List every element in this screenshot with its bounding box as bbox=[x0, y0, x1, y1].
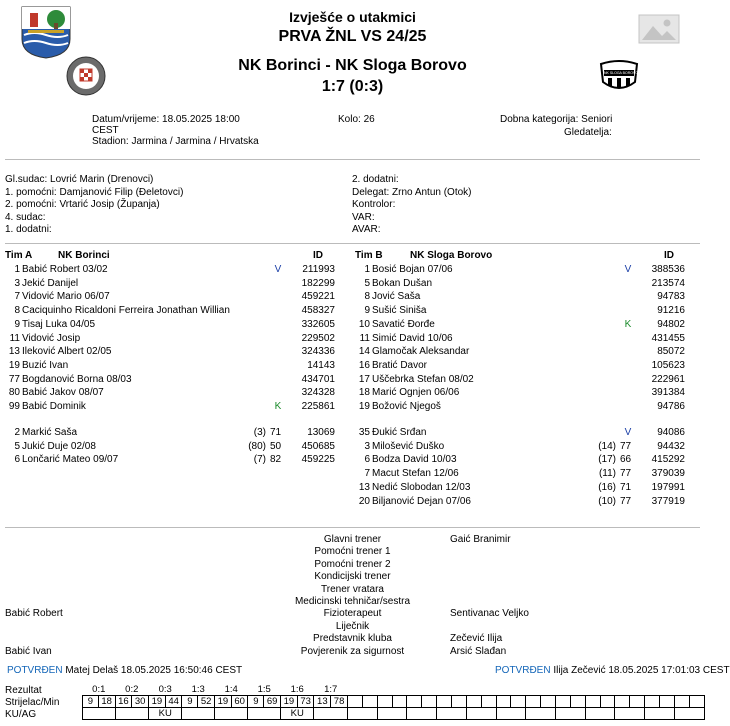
official-line: AVAR: bbox=[352, 224, 381, 236]
player-number: 13 bbox=[8, 346, 20, 358]
goal-scorer-cell bbox=[674, 696, 689, 708]
player-id: 105623 bbox=[651, 359, 685, 371]
goal-result: 0:2 bbox=[115, 684, 148, 696]
player-number: 80 bbox=[8, 387, 20, 399]
player-id: 388536 bbox=[651, 264, 685, 275]
match-score: 1:7 (0:3) bbox=[321, 78, 384, 95]
player-name: Božović Njegoš bbox=[372, 401, 441, 412]
team-a-id-header: ID bbox=[313, 250, 323, 261]
goal-scorer-cell bbox=[659, 696, 674, 708]
ku-cell bbox=[83, 708, 116, 720]
sloga-logo-text: NK SLOGA BOROVO bbox=[604, 71, 639, 75]
goal-scorer-cell bbox=[645, 696, 660, 708]
player-flag: K bbox=[624, 318, 632, 330]
player-number: 1 bbox=[14, 264, 20, 275]
goal-scorer-cell: 78 bbox=[331, 696, 348, 708]
staff-role: Pomoćni trener 1 bbox=[314, 546, 391, 558]
player-id: 459221 bbox=[301, 291, 335, 303]
goal-scorer-cell: 73 bbox=[297, 696, 314, 708]
player-name: Buzić Ivan bbox=[22, 359, 69, 371]
official-line: 1. dodatni: bbox=[5, 224, 52, 236]
player-name: Vidović Mario 06/07 bbox=[22, 291, 110, 303]
round: Kolo: 26 bbox=[338, 114, 375, 125]
goal-result: 1:6 bbox=[281, 684, 314, 696]
official-line: 1. pomoćni: Damjanović Filip (Đeletovci) bbox=[5, 186, 184, 198]
player-row bbox=[350, 386, 695, 399]
goal-result: 1:5 bbox=[248, 684, 281, 696]
team-b-label: Tim B bbox=[355, 250, 383, 261]
staff-role: Liječnik bbox=[335, 620, 370, 632]
player-id: 85072 bbox=[657, 346, 685, 358]
player-row bbox=[0, 453, 345, 466]
player-name: Ileković Albert 02/05 bbox=[22, 346, 112, 358]
association-seal-logo bbox=[66, 56, 106, 96]
goal-scorer-cell bbox=[407, 696, 422, 708]
player-number: 16 bbox=[358, 359, 370, 371]
staff-role: Povjerenik za sigurnost bbox=[300, 645, 405, 657]
player-row bbox=[350, 332, 695, 345]
goal-result: 1:4 bbox=[215, 684, 248, 696]
player-row bbox=[350, 318, 695, 331]
player-number: 20 bbox=[358, 495, 370, 507]
player-id: 431455 bbox=[651, 332, 685, 344]
goal-scorer-cell bbox=[511, 696, 526, 708]
player-name: Babić Robert 03/02 bbox=[22, 264, 108, 275]
report-title: Izvješće o utakmici bbox=[289, 9, 416, 25]
goal-scorer-cell bbox=[362, 696, 377, 708]
player-id: 182299 bbox=[301, 277, 335, 289]
goal-scorer-cell bbox=[630, 696, 645, 708]
ku-cell bbox=[215, 708, 248, 720]
player-id: 377919 bbox=[651, 495, 685, 507]
player-id: 94432 bbox=[657, 440, 685, 452]
player-number: 3 bbox=[14, 277, 20, 289]
player-name: Jukić Duje 02/08 bbox=[22, 440, 96, 452]
age-category: Dobna kategorija: Seniori bbox=[500, 114, 613, 125]
player-number: 5 bbox=[364, 277, 370, 289]
sub-replaced: (7) bbox=[253, 454, 266, 466]
staff-role: Medicinski tehničar/sestra bbox=[294, 596, 411, 607]
county-crest-logo bbox=[20, 5, 72, 59]
player-row bbox=[0, 426, 345, 439]
spectators: Gledatelja: bbox=[564, 127, 612, 138]
player-row bbox=[350, 453, 695, 466]
staff-role: Glavni trener bbox=[323, 534, 382, 545]
player-number: 7 bbox=[364, 468, 370, 480]
sub-minute: 77 bbox=[620, 440, 632, 452]
player-number: 9 bbox=[364, 305, 370, 317]
player-name: Uščebrka Stefan 08/02 bbox=[372, 373, 474, 385]
confirm-right-text: Ilija Zečević 18.05.2025 17:01:03 CEST bbox=[553, 665, 730, 676]
player-number: 19 bbox=[8, 359, 20, 371]
player-id: 332605 bbox=[301, 318, 335, 330]
goal-scorer-cell: 44 bbox=[165, 696, 182, 708]
staff-name-b: Arsić Slađan bbox=[450, 645, 507, 657]
player-row bbox=[0, 359, 345, 372]
goal-scorer-cell: 60 bbox=[231, 696, 248, 708]
player-id: 222961 bbox=[651, 373, 685, 385]
ku-cell bbox=[248, 708, 281, 720]
player-row bbox=[350, 481, 695, 494]
official-line: 2. pomoćni: Vrtarić Josip (Županja) bbox=[5, 199, 160, 211]
goal-scorer-cell bbox=[377, 696, 392, 708]
player-row bbox=[0, 277, 345, 290]
ku-label: KU/AG bbox=[5, 709, 37, 720]
player-row bbox=[0, 386, 345, 399]
goal-result-empty bbox=[526, 684, 556, 696]
goal-result: 1:7 bbox=[314, 684, 347, 696]
goals-table bbox=[82, 684, 705, 720]
player-name: Nedić Slobodan 12/03 bbox=[372, 481, 471, 493]
staff-name-a: Babić Robert bbox=[5, 608, 63, 620]
sub-minute: 50 bbox=[270, 440, 282, 452]
confirm-right bbox=[495, 665, 730, 676]
official-line: Kontrolor: bbox=[352, 199, 396, 211]
staff-role: Predstavnik kluba bbox=[313, 633, 392, 645]
player-number: 13 bbox=[358, 481, 370, 493]
player-row bbox=[0, 440, 345, 453]
player-number: 6 bbox=[364, 454, 370, 466]
player-row bbox=[350, 304, 695, 317]
goal-scorer-cell bbox=[451, 696, 466, 708]
goal-result-empty bbox=[585, 684, 615, 696]
player-row bbox=[350, 426, 695, 439]
player-row bbox=[350, 277, 695, 290]
ku-cell: KU bbox=[149, 708, 182, 720]
ku-cell bbox=[615, 708, 645, 720]
goal-result-empty bbox=[377, 684, 407, 696]
team-b-name: NK Sloga Borovo bbox=[410, 250, 493, 261]
player-number: 17 bbox=[358, 373, 370, 385]
player-id: 391384 bbox=[651, 387, 685, 399]
player-name: Tisaj Luka 04/05 bbox=[22, 318, 96, 330]
player-id: 211993 bbox=[302, 264, 335, 275]
player-number: 11 bbox=[9, 332, 20, 344]
player-name: Savatić Đorđe bbox=[372, 318, 435, 330]
player-name: Vidović Josip bbox=[22, 332, 81, 344]
sub-minute: 77 bbox=[620, 495, 632, 507]
sub-minute: 77 bbox=[620, 468, 632, 480]
ku-cell bbox=[526, 708, 556, 720]
image-placeholder-icon bbox=[638, 14, 680, 44]
player-id: 94786 bbox=[657, 401, 685, 412]
scorer-label: Strijelac/Min bbox=[5, 697, 60, 708]
player-name: Bogdanović Borna 08/03 bbox=[22, 373, 132, 385]
player-id: 324336 bbox=[301, 346, 335, 358]
goal-scorer-cell: 9 bbox=[83, 696, 99, 708]
officials-right bbox=[352, 174, 472, 237]
player-name: Macut Stefan 12/06 bbox=[372, 468, 459, 480]
official-line: Gl.sudac: Lovrić Marin (Drenovci) bbox=[5, 174, 154, 185]
ku-cell bbox=[314, 708, 347, 720]
ku-cell bbox=[645, 708, 675, 720]
player-flag: K bbox=[274, 401, 282, 412]
player-name: Glamočak Aleksandar bbox=[372, 346, 470, 358]
goal-scorer-cell: 19 bbox=[281, 696, 298, 708]
goal-scorer-cell: 18 bbox=[98, 696, 115, 708]
goal-scorer-cell: 69 bbox=[264, 696, 281, 708]
goal-scorer-cell bbox=[615, 696, 630, 708]
confirmed-badge: POTVRĐEN bbox=[495, 665, 551, 676]
player-row bbox=[0, 290, 345, 303]
sub-replaced: (16) bbox=[598, 481, 616, 493]
player-number: 5 bbox=[14, 440, 20, 452]
goal-result-empty bbox=[347, 684, 377, 696]
player-name: Marić Ognjen 06/06 bbox=[372, 387, 460, 399]
player-number: 2 bbox=[14, 427, 20, 438]
goal-scorer-cell bbox=[555, 696, 570, 708]
player-number: 11 bbox=[359, 332, 370, 344]
player-number: 9 bbox=[14, 318, 20, 330]
ku-cell bbox=[407, 708, 437, 720]
player-name: Lončarić Mateo 09/07 bbox=[22, 454, 119, 466]
team-a-label: Tim A bbox=[5, 250, 33, 261]
player-number: 3 bbox=[364, 440, 370, 452]
player-number: 10 bbox=[358, 318, 370, 330]
sub-replaced: (17) bbox=[598, 454, 616, 466]
player-id: 450685 bbox=[301, 440, 335, 452]
player-id: 415292 bbox=[651, 454, 685, 466]
goal-result-empty bbox=[645, 684, 675, 696]
sub-replaced: (14) bbox=[598, 440, 616, 452]
goal-result-empty bbox=[615, 684, 645, 696]
player-id: 197991 bbox=[651, 481, 685, 493]
confirm-left bbox=[7, 665, 242, 676]
goal-scorer-cell: 9 bbox=[182, 696, 198, 708]
player-flag: V bbox=[624, 427, 632, 438]
player-row bbox=[0, 373, 345, 386]
player-row bbox=[0, 345, 345, 358]
sub-minute: 71 bbox=[270, 427, 282, 438]
sub-replaced: (11) bbox=[598, 468, 616, 480]
player-name: Biljanović Dejan 07/06 bbox=[372, 495, 471, 507]
player-flag: V bbox=[624, 264, 632, 275]
player-number: 35 bbox=[358, 427, 370, 438]
player-name: Jović Saša bbox=[372, 291, 421, 303]
goal-scorer-cell bbox=[347, 696, 362, 708]
player-row bbox=[350, 263, 695, 276]
goal-scorer-cell bbox=[585, 696, 600, 708]
goal-result-empty bbox=[407, 684, 437, 696]
staff-name-a: Babić Ivan bbox=[5, 645, 52, 657]
ku-cell bbox=[347, 708, 377, 720]
player-name: Bratić Davor bbox=[372, 359, 428, 371]
staff-name-b: Gaić Branimir bbox=[450, 534, 511, 545]
player-name: Babić Jakov 08/07 bbox=[22, 387, 104, 399]
official-line: 4. sudac: bbox=[5, 211, 46, 223]
player-number: 14 bbox=[358, 346, 370, 358]
player-id: 213574 bbox=[651, 277, 685, 289]
goal-result-empty bbox=[437, 684, 467, 696]
goal-result: 0:3 bbox=[149, 684, 182, 696]
ku-cell bbox=[115, 708, 148, 720]
official-line: 2. dodatni: bbox=[352, 174, 399, 185]
player-name: Bokan Dušan bbox=[372, 277, 433, 289]
player-number: 1 bbox=[364, 264, 370, 275]
goal-scorer-cell bbox=[600, 696, 615, 708]
player-flag: V bbox=[274, 264, 282, 275]
player-row bbox=[350, 440, 695, 453]
staff-role: Pomoćni trener 2 bbox=[314, 558, 391, 570]
player-number: 8 bbox=[14, 305, 20, 317]
player-id: 94086 bbox=[657, 427, 685, 438]
staff-name-b: Sentivanac Veljko bbox=[450, 608, 529, 620]
player-name: Đukić Srđan bbox=[372, 427, 427, 438]
player-row bbox=[0, 263, 345, 276]
goal-scorer-cell bbox=[392, 696, 407, 708]
player-row bbox=[350, 495, 695, 508]
ku-cell: KU bbox=[281, 708, 314, 720]
sub-minute: 82 bbox=[270, 454, 282, 466]
official-line: Delegat: Zrno Antun (Otok) bbox=[352, 186, 472, 198]
player-row bbox=[350, 373, 695, 386]
goal-scorer-cell bbox=[466, 696, 481, 708]
player-id: 434701 bbox=[301, 373, 335, 385]
goal-scorer-cell bbox=[689, 696, 704, 708]
player-name: Simić David 10/06 bbox=[372, 332, 453, 344]
player-name: Babić Dominik bbox=[22, 401, 86, 412]
player-id: 458327 bbox=[301, 305, 335, 317]
player-row bbox=[0, 400, 345, 413]
player-name: Caciquinho Ricaldoni Ferreira Jonathan Willian bbox=[22, 305, 230, 317]
ku-cell bbox=[585, 708, 615, 720]
goal-scorer-cell: 52 bbox=[198, 696, 215, 708]
goal-result-empty bbox=[555, 684, 585, 696]
official-line: VAR: bbox=[352, 211, 375, 223]
goal-scorer-cell bbox=[526, 696, 541, 708]
player-row bbox=[0, 332, 345, 345]
goal-scorer-cell: 9 bbox=[248, 696, 264, 708]
player-number: 77 bbox=[8, 373, 20, 385]
player-id: 459225 bbox=[301, 454, 335, 466]
player-id: 379039 bbox=[651, 468, 685, 480]
goal-scorer-cell: 19 bbox=[215, 696, 232, 708]
competition-title: PRVA ŽNL VS 24/25 bbox=[278, 28, 427, 45]
player-id: 13069 bbox=[307, 427, 335, 438]
ku-cell bbox=[182, 708, 215, 720]
staff-role: Fizioterapeut bbox=[323, 608, 382, 620]
sub-replaced: (10) bbox=[598, 495, 616, 507]
goal-scorer-cell: 30 bbox=[132, 696, 149, 708]
player-id: 94783 bbox=[657, 291, 685, 303]
team-a-name: NK Borinci bbox=[58, 250, 110, 261]
player-name: Milošević Duško bbox=[372, 440, 445, 452]
ku-cell bbox=[555, 708, 585, 720]
player-row bbox=[350, 467, 695, 480]
goal-scorer-cell bbox=[570, 696, 585, 708]
player-name: Markić Saša bbox=[22, 427, 78, 438]
ku-cell bbox=[674, 708, 704, 720]
goal-scorer-cell bbox=[422, 696, 437, 708]
sub-minute: 66 bbox=[620, 454, 632, 466]
datetime-tz: CEST bbox=[92, 125, 119, 136]
player-number: 99 bbox=[8, 401, 20, 412]
player-name: Jekić Danijel bbox=[22, 277, 79, 289]
goal-scorer-cell: 16 bbox=[115, 696, 132, 708]
sub-replaced: (80) bbox=[248, 440, 266, 452]
goal-result-empty bbox=[466, 684, 496, 696]
player-id: 14143 bbox=[307, 359, 335, 371]
player-id: 225861 bbox=[301, 401, 335, 412]
goal-result: 0:1 bbox=[83, 684, 116, 696]
sub-replaced: (3) bbox=[253, 427, 266, 438]
player-name: Sušić Siniša bbox=[372, 305, 427, 317]
stadium: Stadion: Jarmina / Jarmina / Hrvatska bbox=[92, 136, 259, 147]
player-row bbox=[0, 318, 345, 331]
confirm-left-text: Matej Delaš 18.05.2025 16:50:46 CEST bbox=[65, 665, 243, 676]
player-number: 6 bbox=[14, 454, 20, 466]
sub-minute: 71 bbox=[620, 481, 632, 493]
player-row bbox=[350, 290, 695, 303]
player-id: 91216 bbox=[657, 305, 685, 317]
goal-result-empty bbox=[674, 684, 704, 696]
datetime: Datum/vrijeme: 18.05.2025 18:00 bbox=[92, 114, 240, 125]
player-row bbox=[0, 304, 345, 317]
goal-scorer-cell bbox=[481, 696, 496, 708]
player-number: 18 bbox=[358, 387, 370, 399]
staff-role: Kondicijski trener bbox=[314, 571, 391, 583]
player-id: 324328 bbox=[301, 387, 335, 399]
player-id: 229502 bbox=[301, 332, 335, 344]
player-number: 19 bbox=[358, 401, 370, 412]
player-row bbox=[350, 359, 695, 372]
player-number: 8 bbox=[364, 291, 370, 303]
goal-scorer-cell bbox=[437, 696, 452, 708]
goal-scorer-cell bbox=[541, 696, 556, 708]
sloga-borovo-logo bbox=[598, 60, 640, 94]
officials-left bbox=[5, 174, 183, 237]
result-label: Rezultat bbox=[5, 685, 42, 696]
player-row bbox=[350, 400, 695, 413]
team-b-id-header: ID bbox=[664, 250, 674, 261]
player-name: Bodza David 10/03 bbox=[372, 454, 457, 466]
ku-cell bbox=[437, 708, 467, 720]
ku-cell bbox=[496, 708, 526, 720]
confirmed-badge: POTVRĐEN bbox=[7, 665, 63, 676]
goal-result-empty bbox=[496, 684, 526, 696]
goal-scorer-cell: 19 bbox=[149, 696, 166, 708]
match-title: NK Borinci - NK Sloga Borovo bbox=[238, 57, 467, 74]
player-name: Bosić Bojan 07/06 bbox=[372, 264, 453, 275]
player-id: 94802 bbox=[657, 318, 685, 330]
goal-scorer-cell bbox=[496, 696, 511, 708]
ku-cell bbox=[377, 708, 407, 720]
goal-scorer-cell: 13 bbox=[314, 696, 331, 708]
player-row bbox=[350, 345, 695, 358]
player-number: 7 bbox=[14, 291, 20, 303]
staff-role: Trener vratara bbox=[321, 583, 384, 595]
goal-result: 1:3 bbox=[182, 684, 215, 696]
staff-name-b: Zečević Ilija bbox=[450, 633, 503, 645]
ku-cell bbox=[466, 708, 496, 720]
